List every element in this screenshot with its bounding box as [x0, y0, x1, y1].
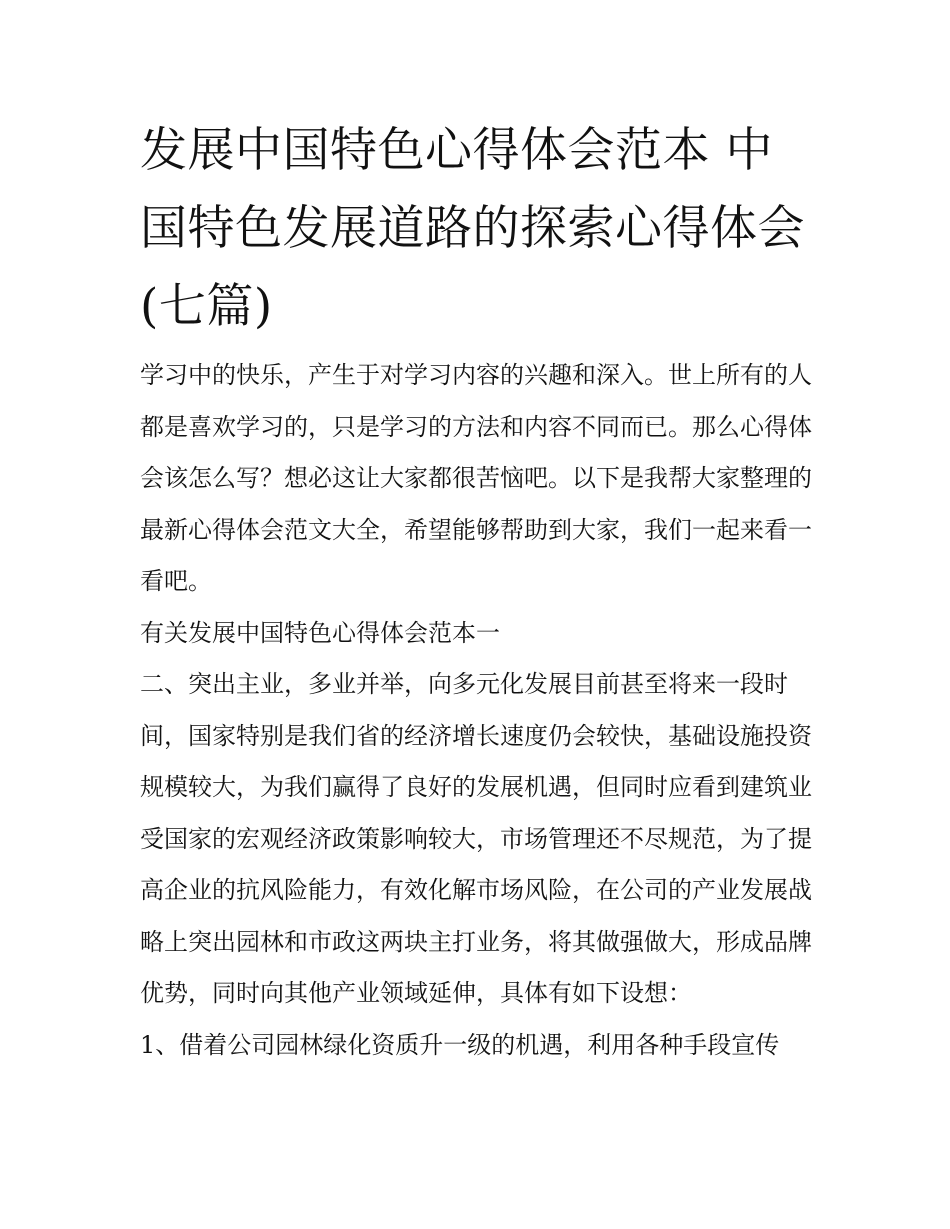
intro-paragraph: 学习中的快乐，产生于对学习内容的兴趣和深入。世上所有的人都是喜欢学习的，只是学习的方法和内容不同而已。那么心得体会该怎么写？想必这让大家都很苦恼吧。以下是我帮大家整理的最新心得体会范文大全，希望能够帮助到大家，我们一起来看一看吧。: [140, 361, 812, 595]
body-paragraph: 二、突出主业，多业并举，向多元化发展目前甚至将来一段时间，国家特别是我们省的经济增长速度仍会较快，基础设施投资规模较大，为我们赢得了良好的发展机遇，但同时应看到建筑业受国家的宏观经济政策影响较大，市场管理还不尽规范，为了提高企业的抗风险能力，有效化解市场风险，在公司的产业发展战略上突出园林和市政这两块主打业务，将其做强做大，形成品牌优势，同时向其他产业领域延伸，具体有如下设想：: [140, 670, 812, 1007]
section-heading: 有关发展中国特色心得体会范本一: [140, 618, 500, 647]
list-item-paragraph: 1、借着公司园林绿化资质升一级的机遇，利用各种手段宣传: [140, 1030, 780, 1059]
document-content: [140, 112, 815, 1071]
document-title: 发展中国特色心得体会范本 中国特色发展道路的探索心得体会(七篇): [140, 123, 805, 334]
